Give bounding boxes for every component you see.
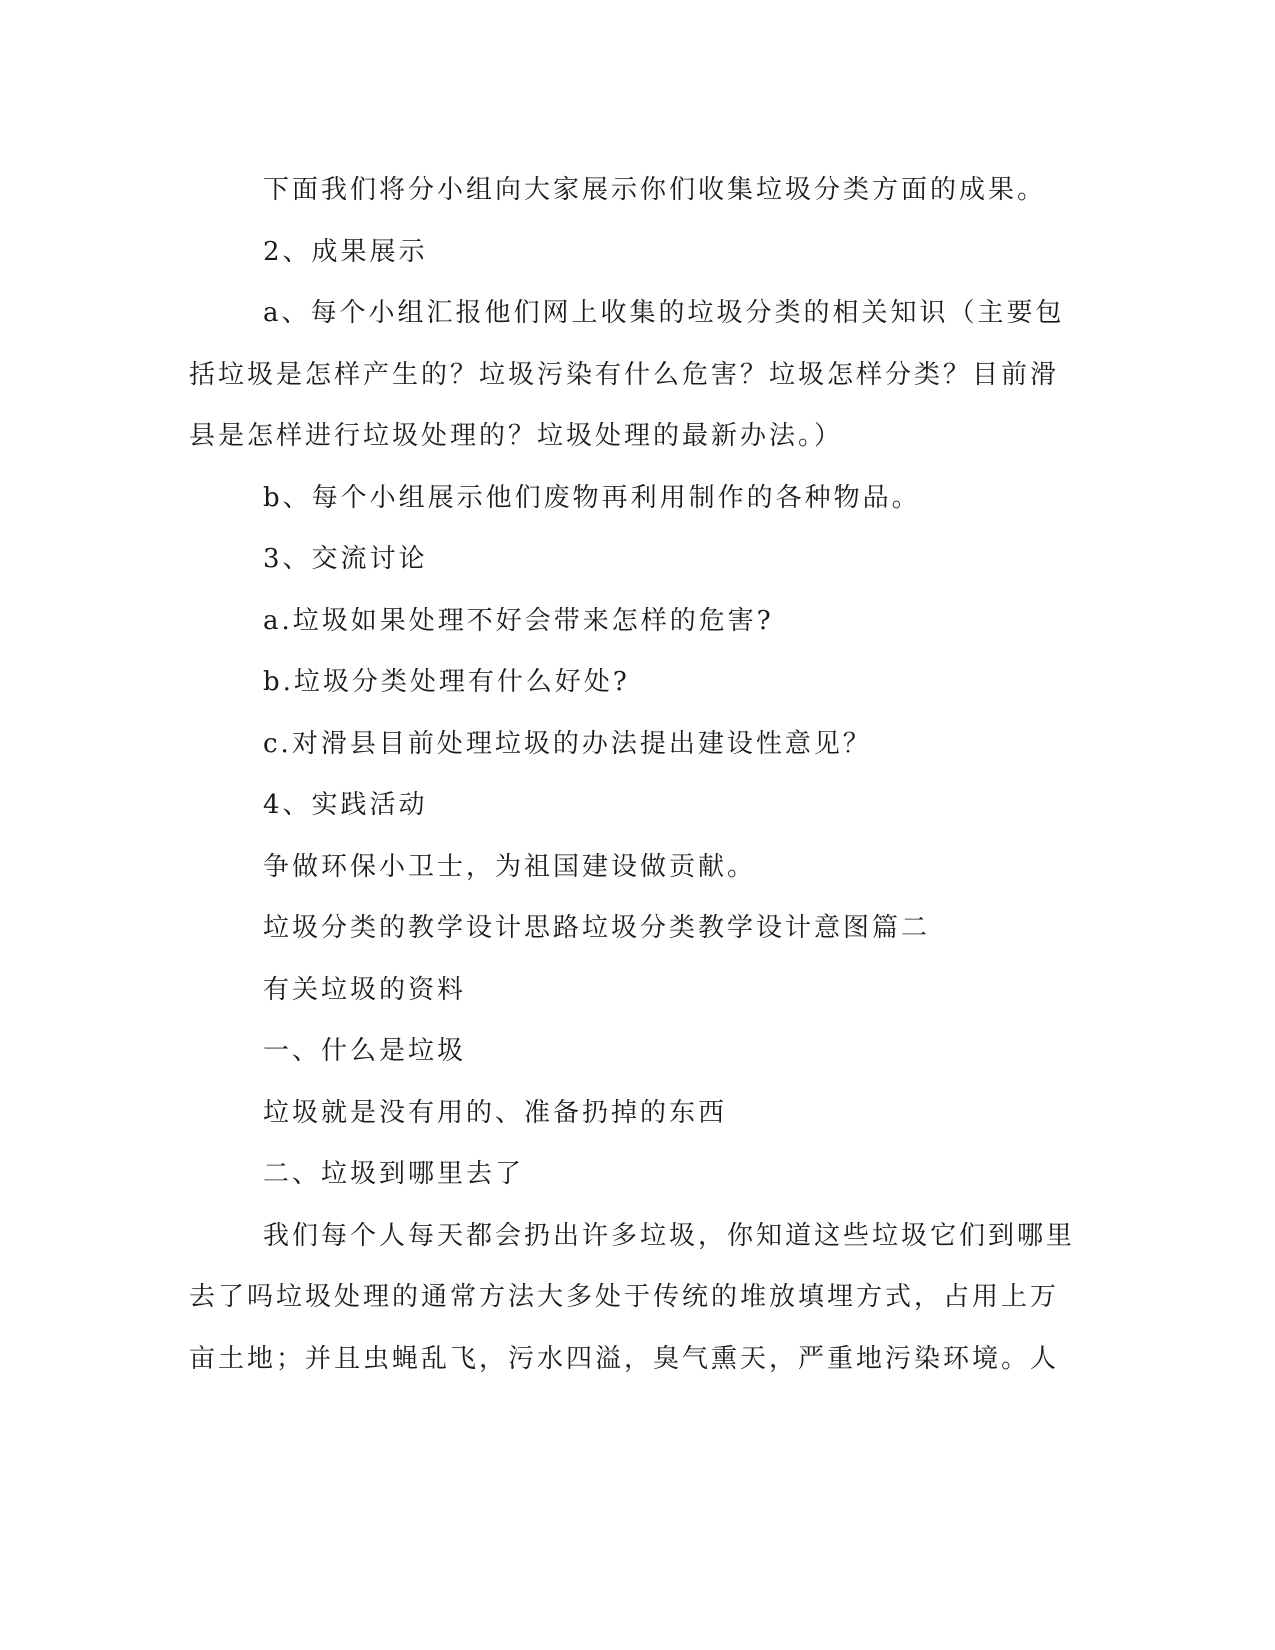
subtitle-materials: 有关垃圾的资料 bbox=[263, 974, 467, 1005]
section-heading-practice: 4、实践活动 bbox=[263, 790, 428, 820]
section-heading-discussion: 3、交流讨论 bbox=[263, 544, 428, 574]
section-heading-where-garbage-goes: 二、垃圾到哪里去了 bbox=[263, 1159, 525, 1189]
paragraph-line-1: 下面我们将分小组向大家展示你们收集垃圾分类方面的成果。 bbox=[263, 175, 1047, 205]
paragraph-line-20: 亩土地；并且虫蝇乱飞，污水四溢，臭气熏天，严重地污染环境。人 bbox=[189, 1343, 1060, 1374]
section-heading-what-is-garbage: 一、什么是垃圾 bbox=[263, 1036, 467, 1066]
paragraph-line-12: 争做环保小卫士，为祖国建设做贡献。 bbox=[263, 851, 757, 882]
paragraph-line-16: 垃圾就是没有用的、准备扔掉的东西 bbox=[263, 1097, 728, 1128]
paragraph-line-4: 括垃圾是怎样产生的？垃圾污染有什么危害？垃圾怎样分类？目前滑 bbox=[189, 359, 1060, 390]
document-body bbox=[189, 160, 1076, 1390]
paragraph-line-5: 县是怎样进行垃圾处理的？垃圾处理的最新办法。） bbox=[189, 421, 844, 451]
section-heading-results: 2、成果展示 bbox=[263, 236, 428, 267]
question-b: b.垃圾分类处理有什么好处? bbox=[263, 667, 630, 697]
question-c: c.对滑县目前处理垃圾的办法提出建设性意见？ bbox=[263, 728, 872, 759]
paragraph-line-19: 去了吗垃圾处理的通常方法大多处于传统的堆放填埋方式，占用上万 bbox=[189, 1282, 1060, 1312]
paragraph-line-3: a、每个小组汇报他们网上收集的垃圾分类的相关知识（主要包 bbox=[263, 298, 1065, 328]
paragraph-line-18: 我们每个人每天都会扔出许多垃圾，你知道这些垃圾它们到哪里 bbox=[263, 1220, 1076, 1251]
question-a: a.垃圾如果处理不好会带来怎样的危害? bbox=[263, 605, 774, 636]
paragraph-line-6: b、每个小组展示他们废物再利用制作的各种物品。 bbox=[263, 482, 921, 513]
article-title: 垃圾分类的教学设计思路垃圾分类教学设计意图篇二 bbox=[263, 913, 931, 943]
